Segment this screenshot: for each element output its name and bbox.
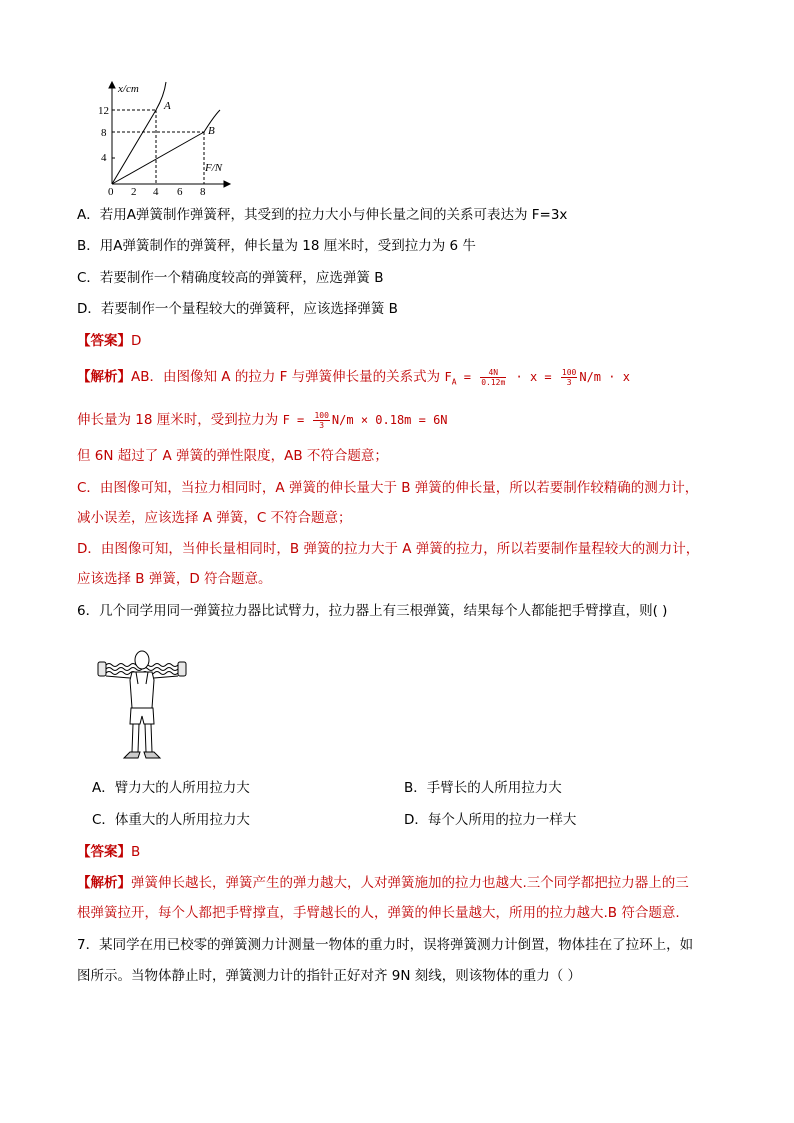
q6-stem: 6．几个同学用同一弹簧拉力器比试臂力，拉力器上有三根弹簧，结果每个人都能把手臂撑直，则( ) [77, 603, 668, 619]
line-a [112, 110, 156, 184]
x-tick-2: 2 [131, 186, 137, 196]
head [135, 651, 149, 669]
q6-option-b: B．手臂长的人所用拉力大 [404, 780, 562, 796]
legs [132, 724, 152, 752]
q6-option-a: A．臂力大的人所用拉力大 [92, 780, 250, 796]
y-tick-8: 8 [101, 127, 107, 139]
q6-option-c: C．体重大的人所用拉力大 [92, 812, 250, 828]
x-tick-4: 4 [153, 186, 159, 196]
stretcher-figure-illustration [94, 648, 190, 766]
line-a-label: A [164, 100, 171, 112]
y-axis-label: x/cm [118, 83, 139, 95]
analysis-tag: 【解析】 [77, 369, 131, 385]
q5-analysis-line-2: 伸长量为 18 厘米时，受到拉力为 F = $\frac{100}{3}$ N/m × 0.18m = 6N [77, 411, 448, 430]
answer-tag: 【答案】 [77, 333, 131, 349]
x-tick-0: 0 [108, 186, 114, 196]
q5-option-d: D．若要制作一个量程较大的弹簧秤，应该选择弹簧 B [77, 301, 398, 317]
shoes [124, 752, 160, 758]
right-handle [178, 662, 186, 676]
formula-2: F = $\frac{100}{3}$ N/m × 0.18m = 6N [282, 411, 448, 430]
q5-analysis-line-5b: 应该选择 B 弹簧，D 符合题意。 [77, 571, 272, 587]
y-axis-arrow [109, 82, 115, 88]
q5-analysis-line-3: 但 6N 超过了 A 弹簧的弹性限度，AB 不符合题意； [77, 448, 388, 464]
line-b-label: B [208, 125, 215, 137]
q5-option-b: B．用A弹簧制作的弹簧秤，伸长量为 18 厘米时，受到拉力为 6 牛 [77, 238, 476, 254]
shorts [130, 708, 154, 724]
q6-answer [77, 842, 140, 862]
q7-stem-line-2: 图所示。当物体静止时，弹簧测力计的指针正好对齐 9N 刻线，则该物体的重力（ ） [77, 968, 582, 984]
x-tick-8: 8 [200, 186, 206, 196]
analysis-text: 弹簧伸长越长，弹簧产生的弹力越大，人对弹簧施加的拉力也越大.三个同学都把拉力器上的三 [131, 875, 689, 891]
answer-tag: 【答案】 [77, 844, 131, 860]
torso [130, 672, 154, 708]
q5-option-c: C．若要制作一个精确度较高的弹簧秤，应选弹簧 B [77, 270, 384, 286]
q5-analysis-line-1 [77, 367, 630, 392]
left-handle [98, 662, 106, 676]
answer-value: B [131, 844, 141, 860]
y-tick-4: 4 [101, 152, 107, 164]
q6-analysis-line-1 [77, 873, 689, 893]
q5-analysis-line-4a: C．由图像可知，当拉力相同时，A 弹簧的伸长量大于 B 弹簧的伸长量，所以若要制作较精确的测力计， [77, 480, 699, 496]
q7-stem-line-1: 7．某同学在用已校零的弹簧测力计测量一物体的重力时，误将弹簧测力计倒置，物体挂在了拉环上，如 [77, 937, 694, 953]
analysis-text: AB．由图像知 A 的拉力 F 与弹簧伸长量的关系式为 [131, 369, 441, 385]
spring-graph [90, 78, 250, 196]
q5-option-a: A．若用A弹簧制作弹簧秤，其受到的拉力大小与伸长量之间的关系可表达为 F=3x [77, 207, 568, 223]
q6-analysis-line-2: 根弹簧拉开，每个人都把手臂撑直，手臂越长的人，弹簧的伸长量越大，所用的拉力越大.B 符合题意. [77, 905, 680, 921]
x-axis-arrow [224, 181, 230, 187]
q6-option-d: D．每个人所用的拉力一样大 [404, 812, 577, 828]
q5-analysis-line-5a: D．由图像可知，当伸长量相同时，B 弹簧的拉力大于 A 弹簧的拉力，所以若要制作量程较大的测力计， [77, 541, 700, 557]
y-tick-12: 12 [98, 105, 109, 117]
formula-1: $F_A$ = $\frac{4N}{0.12m}$ · x = $\frac{100}{3}$ N/m · x [444, 368, 630, 387]
x-tick-6: 6 [177, 186, 183, 196]
q5-answer [77, 331, 141, 351]
x-axis-label: F/N [205, 162, 223, 174]
q5-analysis-line-4b: 减小误差，应该选择 A 弹簧，C 不符合题意； [77, 510, 352, 526]
answer-value: D [131, 333, 142, 349]
analysis-tag: 【解析】 [77, 875, 131, 891]
line-b [112, 132, 204, 184]
